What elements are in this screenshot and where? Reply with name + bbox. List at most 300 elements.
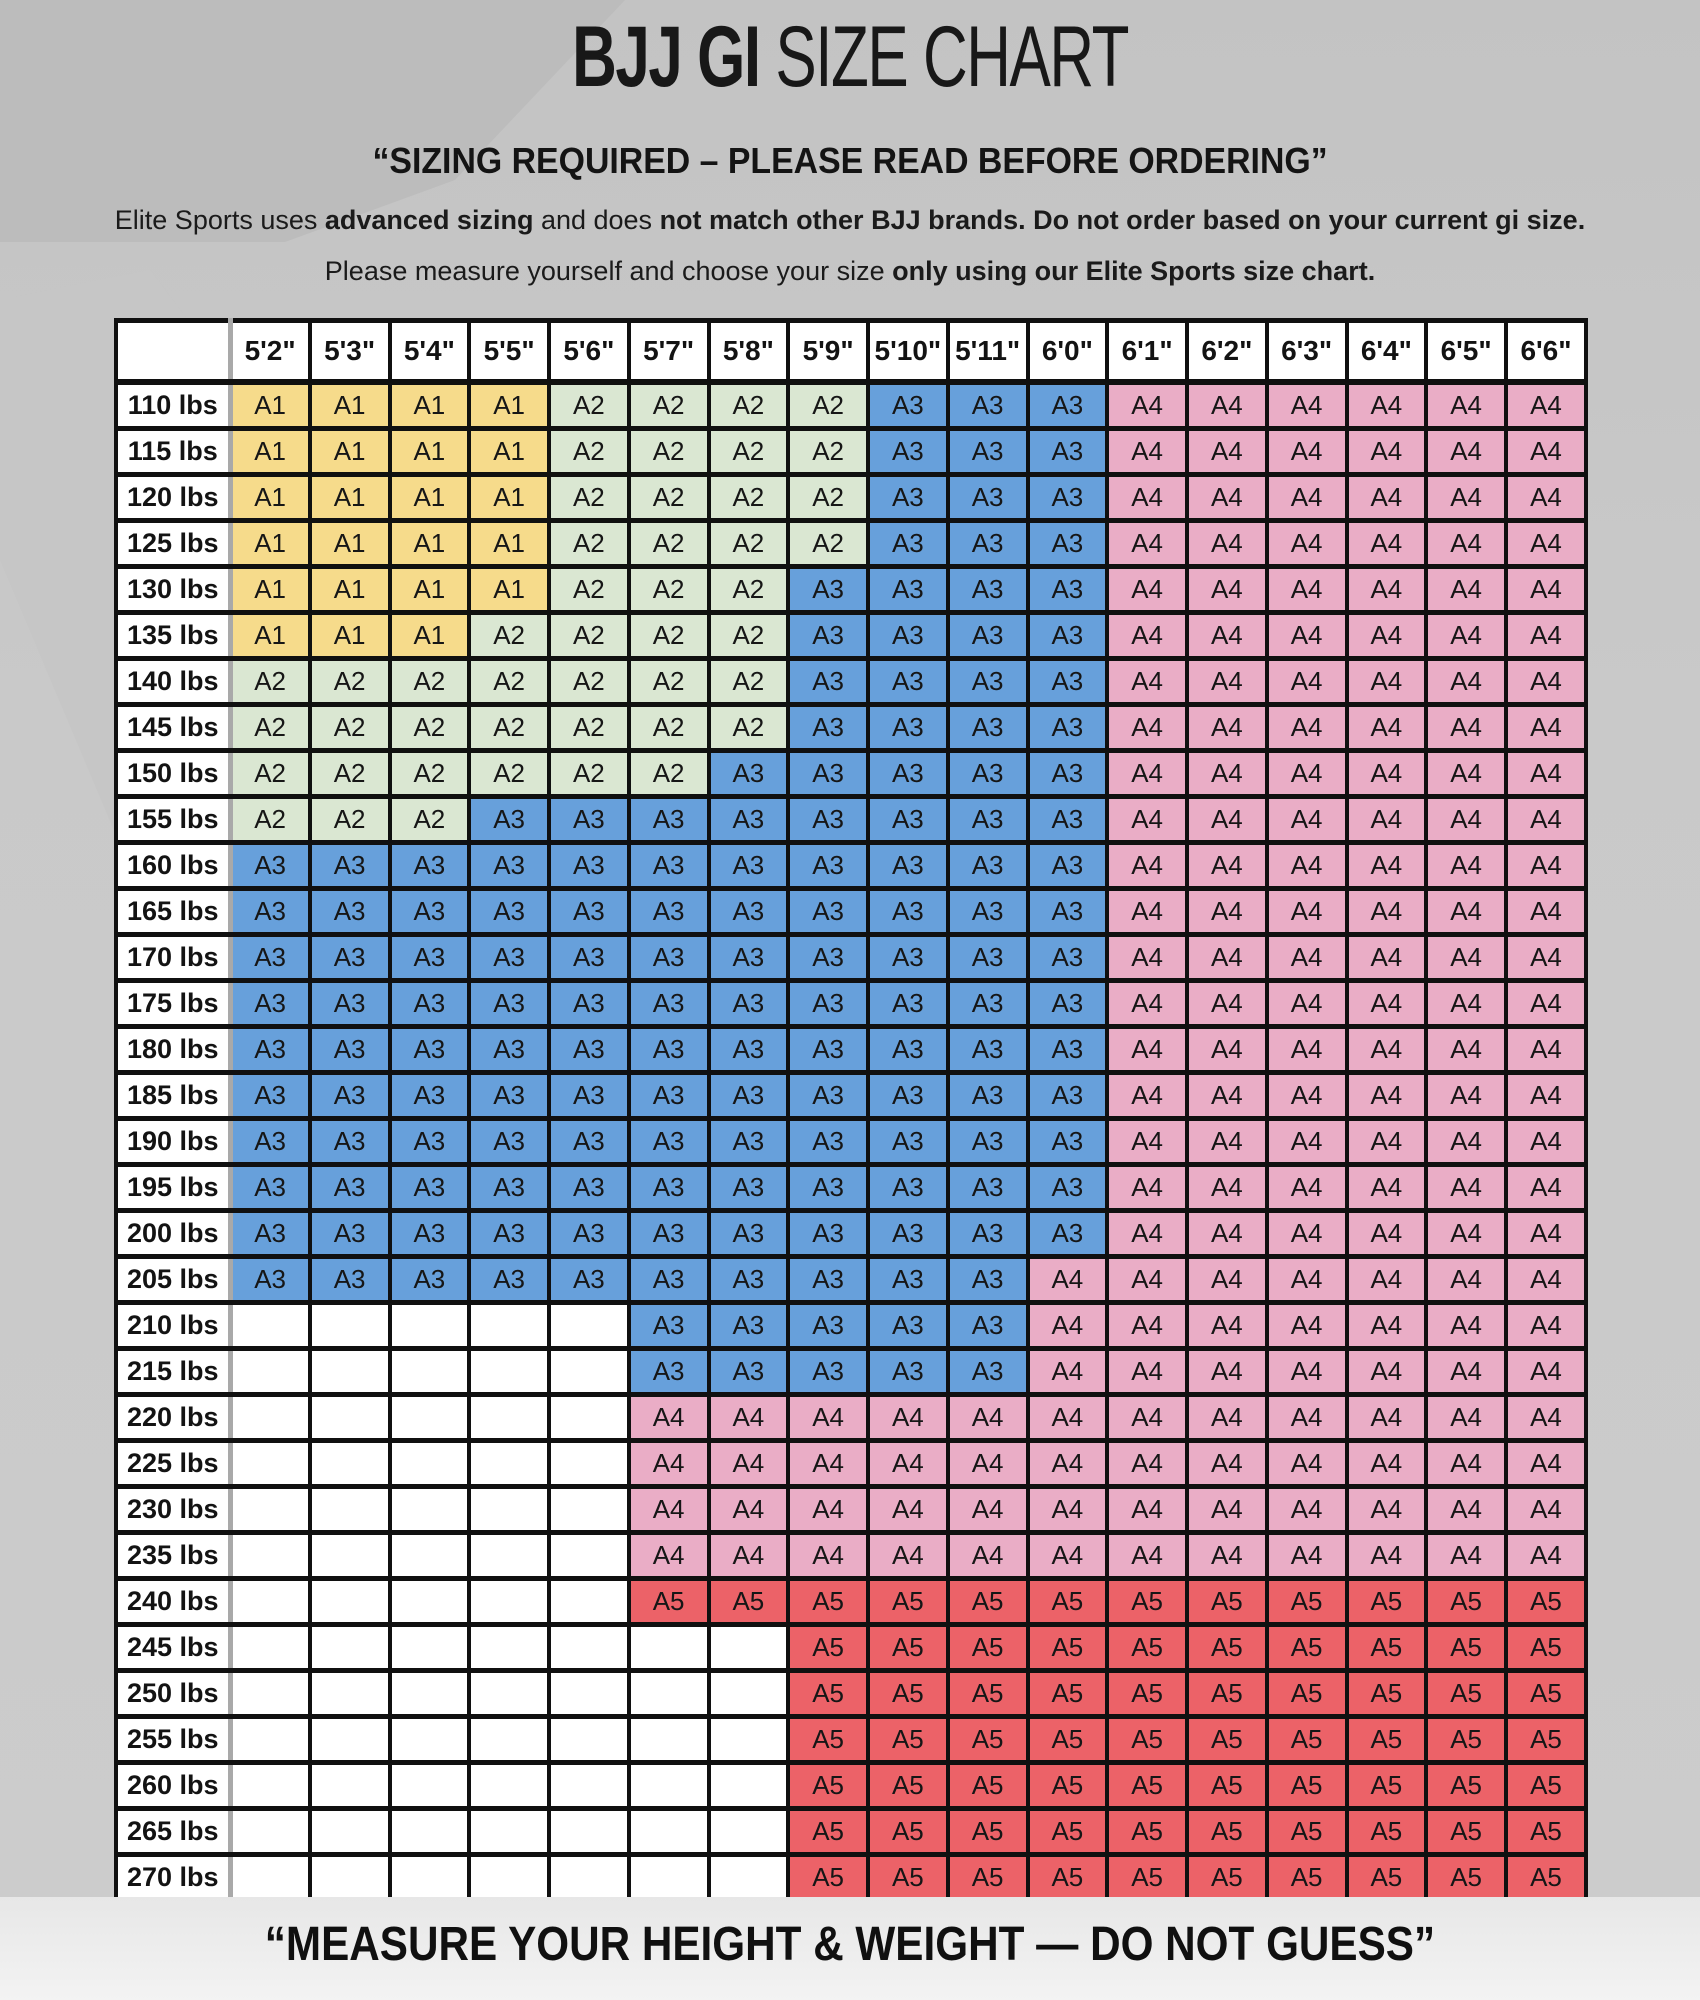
- weight-row: [116, 1763, 1586, 1809]
- weight-row: [116, 567, 1586, 613]
- size-cell: A4: [788, 1533, 868, 1579]
- size-cell: A3: [1028, 475, 1108, 521]
- size-cell: A2: [549, 659, 629, 705]
- size-cell: A4: [948, 1487, 1028, 1533]
- size-cell: A3: [788, 1257, 868, 1303]
- size-cell: A2: [230, 705, 310, 751]
- size-cell: A3: [390, 1073, 470, 1119]
- size-cell: A1: [230, 521, 310, 567]
- size-cell: A3: [629, 1027, 709, 1073]
- size-cell: A2: [469, 613, 549, 659]
- size-cell-empty: [310, 1671, 390, 1717]
- size-cell: A3: [629, 889, 709, 935]
- size-cell: A4: [1347, 475, 1427, 521]
- weight-row: [116, 935, 1586, 981]
- size-cell: A3: [788, 1349, 868, 1395]
- size-cell: A4: [1107, 889, 1187, 935]
- size-cell: A4: [1267, 1533, 1347, 1579]
- size-cell: A2: [629, 475, 709, 521]
- weight-row: [116, 843, 1586, 889]
- size-cell: A5: [1347, 1625, 1427, 1671]
- size-cell: A4: [1506, 429, 1586, 475]
- size-cell: A4: [1506, 382, 1586, 429]
- weight-row-label: 260 lbs: [116, 1763, 230, 1809]
- size-cell: A2: [709, 659, 789, 705]
- size-cell: A4: [1347, 1119, 1427, 1165]
- size-cell: A4: [1028, 1487, 1108, 1533]
- size-cell: A4: [1267, 659, 1347, 705]
- size-cell-empty: [230, 1303, 310, 1349]
- weight-row: [116, 613, 1586, 659]
- size-cell: A2: [469, 751, 549, 797]
- size-cell-empty: [390, 1855, 470, 1901]
- size-cell: A4: [1187, 613, 1267, 659]
- size-cell: A2: [709, 429, 789, 475]
- size-cell: A5: [1028, 1809, 1108, 1855]
- size-cell: A4: [1267, 1487, 1347, 1533]
- size-cell-empty: [310, 1625, 390, 1671]
- size-cell: A4: [1187, 1165, 1267, 1211]
- weight-row-label: 155 lbs: [116, 797, 230, 843]
- size-cell: A3: [868, 659, 948, 705]
- text-segment: only using our Elite Sports size chart.: [892, 256, 1376, 286]
- weight-row-label: 170 lbs: [116, 935, 230, 981]
- size-cell: A3: [1028, 567, 1108, 613]
- size-cell: A4: [1426, 797, 1506, 843]
- size-cell: A5: [948, 1763, 1028, 1809]
- size-cell: A3: [390, 1165, 470, 1211]
- size-cell: A1: [390, 475, 470, 521]
- size-cell-empty: [549, 1579, 629, 1625]
- size-cell: A5: [1426, 1579, 1506, 1625]
- size-cell: A5: [1107, 1717, 1187, 1763]
- size-cell: A5: [1426, 1855, 1506, 1901]
- size-cell-empty: [310, 1441, 390, 1487]
- weight-row: [116, 889, 1586, 935]
- size-cell: A1: [310, 521, 390, 567]
- size-cell: A4: [1347, 429, 1427, 475]
- size-cell: A4: [1107, 1303, 1187, 1349]
- weight-row-label: 165 lbs: [116, 889, 230, 935]
- size-cell: A5: [1267, 1763, 1347, 1809]
- size-cell: A4: [1187, 751, 1267, 797]
- size-cell: A3: [948, 567, 1028, 613]
- size-cell: A2: [390, 751, 470, 797]
- size-cell: A4: [1506, 1165, 1586, 1211]
- weight-row-label: 195 lbs: [116, 1165, 230, 1211]
- size-cell: A3: [868, 1211, 948, 1257]
- size-cell: A3: [868, 567, 948, 613]
- weight-row-label: 125 lbs: [116, 521, 230, 567]
- weight-row: [116, 1257, 1586, 1303]
- size-cell-empty: [549, 1533, 629, 1579]
- size-cell: A4: [1187, 797, 1267, 843]
- size-cell: A3: [868, 1119, 948, 1165]
- size-cell: A4: [1506, 1027, 1586, 1073]
- size-cell: A4: [1267, 382, 1347, 429]
- weight-row-label: 115 lbs: [116, 429, 230, 475]
- size-cell-empty: [390, 1395, 470, 1441]
- size-cell: A3: [230, 1119, 310, 1165]
- size-cell: A3: [709, 751, 789, 797]
- size-cell: A3: [1028, 1211, 1108, 1257]
- weight-row: [116, 475, 1586, 521]
- size-cell: A4: [1267, 1257, 1347, 1303]
- size-cell: A2: [709, 613, 789, 659]
- size-cell: A5: [788, 1809, 868, 1855]
- size-cell: A3: [629, 935, 709, 981]
- size-cell-empty: [310, 1303, 390, 1349]
- size-cell: A2: [629, 659, 709, 705]
- size-cell: A3: [948, 751, 1028, 797]
- size-cell: A4: [1107, 382, 1187, 429]
- size-cell: A4: [1347, 382, 1427, 429]
- size-cell-empty: [469, 1809, 549, 1855]
- size-cell: A2: [390, 797, 470, 843]
- size-cell: A5: [1187, 1671, 1267, 1717]
- size-cell: A5: [948, 1809, 1028, 1855]
- size-cell-empty: [709, 1717, 789, 1763]
- size-cell: A2: [310, 751, 390, 797]
- size-cell: A5: [1028, 1763, 1108, 1809]
- size-cell-empty: [390, 1533, 470, 1579]
- size-cell: A4: [868, 1395, 948, 1441]
- footer-band: [0, 1897, 1700, 2000]
- size-cell: A3: [709, 843, 789, 889]
- size-cell: A1: [310, 567, 390, 613]
- weight-row-label: 110 lbs: [116, 382, 230, 429]
- size-cell: A2: [788, 521, 868, 567]
- weight-row: [116, 1441, 1586, 1487]
- size-cell: A3: [948, 705, 1028, 751]
- size-cell: A4: [1187, 521, 1267, 567]
- size-cell: A4: [629, 1533, 709, 1579]
- size-cell-empty: [390, 1487, 470, 1533]
- size-cell: A4: [868, 1441, 948, 1487]
- size-cell: A5: [1347, 1671, 1427, 1717]
- size-cell-empty: [310, 1533, 390, 1579]
- size-cell: A5: [1267, 1855, 1347, 1901]
- text-segment: Please measure yourself and choose your size: [324, 256, 893, 286]
- size-cell: A4: [1506, 1257, 1586, 1303]
- weight-row-label: 120 lbs: [116, 475, 230, 521]
- weight-row: [116, 521, 1586, 567]
- size-cell: A2: [788, 382, 868, 429]
- size-cell: A2: [709, 705, 789, 751]
- size-cell-empty: [629, 1855, 709, 1901]
- size-cell: A3: [310, 1165, 390, 1211]
- size-cell: A3: [709, 1211, 789, 1257]
- size-cell: A4: [1267, 1349, 1347, 1395]
- height-column-header: 6'6": [1506, 321, 1586, 383]
- size-cell: A4: [1267, 981, 1347, 1027]
- weight-row-label: 240 lbs: [116, 1579, 230, 1625]
- size-cell-empty: [390, 1671, 470, 1717]
- size-cell: A3: [868, 613, 948, 659]
- size-cell: A4: [1107, 935, 1187, 981]
- size-cell: A3: [629, 1257, 709, 1303]
- size-cell: A4: [1267, 889, 1347, 935]
- sizing-required-heading: [0, 140, 1700, 182]
- size-cell: A4: [1426, 889, 1506, 935]
- height-column-header: 5'2": [230, 321, 310, 383]
- size-cell: A3: [788, 889, 868, 935]
- size-cell: A2: [230, 797, 310, 843]
- size-cell: A3: [868, 1257, 948, 1303]
- size-cell: A3: [948, 475, 1028, 521]
- size-cell: A4: [1506, 659, 1586, 705]
- size-cell: A4: [1506, 567, 1586, 613]
- weight-row: [116, 1671, 1586, 1717]
- size-cell: A4: [868, 1487, 948, 1533]
- size-cell: A4: [1187, 1487, 1267, 1533]
- size-cell: A1: [390, 382, 470, 429]
- size-cell: A3: [868, 889, 948, 935]
- size-cell: A2: [549, 567, 629, 613]
- size-cell-empty: [310, 1763, 390, 1809]
- size-cell-empty: [390, 1717, 470, 1763]
- size-cell: A4: [1107, 1211, 1187, 1257]
- size-cell: A4: [1187, 1533, 1267, 1579]
- size-cell: A4: [1107, 613, 1187, 659]
- size-cell: A4: [1426, 1487, 1506, 1533]
- weight-row: [116, 1349, 1586, 1395]
- size-cell: A4: [948, 1395, 1028, 1441]
- size-cell: A2: [629, 613, 709, 659]
- size-cell: A3: [788, 1119, 868, 1165]
- size-cell: A3: [709, 889, 789, 935]
- size-cell: A4: [1426, 659, 1506, 705]
- height-column-header: 5'10": [868, 321, 948, 383]
- size-cell: A3: [948, 1303, 1028, 1349]
- size-cell: A4: [1028, 1441, 1108, 1487]
- size-cell: A5: [1347, 1809, 1427, 1855]
- size-cell: A4: [1107, 1533, 1187, 1579]
- size-cell: A2: [709, 567, 789, 613]
- size-cell: A3: [230, 1073, 310, 1119]
- size-cell: A4: [1347, 1303, 1427, 1349]
- size-cell: A2: [629, 705, 709, 751]
- size-cell: A3: [469, 1073, 549, 1119]
- weight-row-label: 130 lbs: [116, 567, 230, 613]
- size-cell: A2: [629, 382, 709, 429]
- size-cell: A4: [1506, 1303, 1586, 1349]
- size-cell: A3: [868, 981, 948, 1027]
- size-cell: A4: [1506, 889, 1586, 935]
- size-cell: A3: [469, 1119, 549, 1165]
- size-cell: A3: [788, 751, 868, 797]
- size-cell: A4: [1267, 1211, 1347, 1257]
- size-cell-empty: [230, 1441, 310, 1487]
- size-cell: A3: [788, 1303, 868, 1349]
- size-cell: A3: [868, 797, 948, 843]
- weight-row-label: 225 lbs: [116, 1441, 230, 1487]
- size-cell: A5: [1187, 1625, 1267, 1671]
- size-cell: A2: [469, 705, 549, 751]
- size-cell: A5: [1187, 1855, 1267, 1901]
- size-cell: A5: [1187, 1763, 1267, 1809]
- size-cell-empty: [230, 1579, 310, 1625]
- size-cell: A3: [469, 1165, 549, 1211]
- size-cell: A3: [788, 1073, 868, 1119]
- size-cell-empty: [469, 1487, 549, 1533]
- size-cell-empty: [469, 1579, 549, 1625]
- size-cell: A4: [788, 1441, 868, 1487]
- size-cell: A3: [1028, 751, 1108, 797]
- size-cell: A4: [1426, 981, 1506, 1027]
- size-cell: A3: [709, 1027, 789, 1073]
- size-cell: A4: [1506, 751, 1586, 797]
- size-cell: A5: [709, 1579, 789, 1625]
- size-cell: A3: [390, 935, 470, 981]
- size-cell: A4: [1426, 1533, 1506, 1579]
- size-cell: A4: [629, 1395, 709, 1441]
- size-cell: A4: [1267, 797, 1347, 843]
- size-cell: A3: [788, 843, 868, 889]
- size-cell: A4: [1187, 889, 1267, 935]
- size-cell: A4: [1187, 1119, 1267, 1165]
- size-cell: A5: [1506, 1579, 1586, 1625]
- size-cell: A4: [1347, 1487, 1427, 1533]
- size-cell: A4: [1347, 1395, 1427, 1441]
- size-cell: A1: [230, 475, 310, 521]
- height-column-header: 5'4": [390, 321, 470, 383]
- size-cell: A5: [1347, 1717, 1427, 1763]
- size-cell: A4: [1426, 613, 1506, 659]
- weight-row-label: 245 lbs: [116, 1625, 230, 1671]
- size-cell-empty: [549, 1487, 629, 1533]
- size-cell: A2: [709, 521, 789, 567]
- weight-row-label: 220 lbs: [116, 1395, 230, 1441]
- size-cell: A4: [709, 1441, 789, 1487]
- size-cell-empty: [709, 1763, 789, 1809]
- size-cell: A3: [390, 1211, 470, 1257]
- size-cell: A4: [1187, 1211, 1267, 1257]
- size-cell: A5: [1506, 1671, 1586, 1717]
- size-cell: A3: [788, 981, 868, 1027]
- size-cell: A5: [868, 1855, 948, 1901]
- size-cell: A3: [1028, 705, 1108, 751]
- size-cell: A2: [230, 751, 310, 797]
- height-column-header: 6'2": [1187, 321, 1267, 383]
- size-cell: A3: [788, 659, 868, 705]
- size-cell-empty: [230, 1717, 310, 1763]
- size-cell: A4: [1426, 1165, 1506, 1211]
- size-cell: A5: [1028, 1671, 1108, 1717]
- size-cell-empty: [549, 1303, 629, 1349]
- size-cell: A2: [709, 382, 789, 429]
- size-cell: A3: [549, 935, 629, 981]
- size-cell: A5: [1347, 1855, 1427, 1901]
- size-cell: A1: [310, 613, 390, 659]
- size-cell-empty: [709, 1671, 789, 1717]
- size-cell: A3: [629, 1165, 709, 1211]
- size-cell: A4: [1267, 1441, 1347, 1487]
- size-cell: A3: [230, 935, 310, 981]
- text-segment: not match other BJJ brands. Do not order based on your current gi size.: [659, 205, 1586, 235]
- size-cell: A1: [390, 613, 470, 659]
- size-cell: A3: [629, 797, 709, 843]
- weight-row-label: 250 lbs: [116, 1671, 230, 1717]
- footer-quote: “MEASURE YOUR HEIGHT & WEIGHT — DO NOT GUESS”: [264, 1918, 1436, 1971]
- size-cell: A5: [788, 1671, 868, 1717]
- weight-row: [116, 1533, 1586, 1579]
- size-cell: A3: [948, 521, 1028, 567]
- size-cell: A3: [709, 797, 789, 843]
- size-cell: A3: [469, 1257, 549, 1303]
- size-cell: A2: [310, 797, 390, 843]
- size-cell-empty: [469, 1625, 549, 1671]
- size-cell: A4: [1267, 1073, 1347, 1119]
- size-cell: A4: [1187, 843, 1267, 889]
- size-cell-empty: [469, 1763, 549, 1809]
- size-cell: A2: [549, 751, 629, 797]
- height-column-header: 5'9": [788, 321, 868, 383]
- size-cell: A5: [868, 1671, 948, 1717]
- weight-row-label: 215 lbs: [116, 1349, 230, 1395]
- size-cell: A4: [1187, 1303, 1267, 1349]
- size-cell: A4: [1107, 751, 1187, 797]
- size-cell-empty: [629, 1763, 709, 1809]
- size-cell: A3: [469, 1211, 549, 1257]
- page-title: [0, 9, 1700, 105]
- weight-row: [116, 751, 1586, 797]
- size-cell: A5: [1426, 1625, 1506, 1671]
- size-cell: A3: [310, 981, 390, 1027]
- height-column-header: 6'1": [1107, 321, 1187, 383]
- weight-row-label: 265 lbs: [116, 1809, 230, 1855]
- size-cell: A4: [1506, 935, 1586, 981]
- size-cell: A1: [230, 613, 310, 659]
- size-cell-empty: [310, 1349, 390, 1395]
- weight-row: [116, 1625, 1586, 1671]
- size-cell: A2: [629, 751, 709, 797]
- size-cell: A5: [1187, 1809, 1267, 1855]
- size-cell: A4: [1028, 1533, 1108, 1579]
- size-cell: A4: [1187, 1027, 1267, 1073]
- size-cell: A4: [1426, 382, 1506, 429]
- size-cell: A5: [629, 1579, 709, 1625]
- size-cell: A3: [230, 1211, 310, 1257]
- size-cell: A4: [1347, 1349, 1427, 1395]
- size-cell-empty: [310, 1579, 390, 1625]
- height-column-header: 6'3": [1267, 321, 1347, 383]
- size-cell: A3: [868, 1027, 948, 1073]
- size-cell: A3: [788, 1211, 868, 1257]
- size-cell-empty: [390, 1625, 470, 1671]
- size-cell: A2: [549, 475, 629, 521]
- size-cell: A4: [1347, 935, 1427, 981]
- size-cell: A5: [868, 1625, 948, 1671]
- size-cell: A5: [1187, 1579, 1267, 1625]
- size-cell: A3: [709, 1165, 789, 1211]
- size-cell: A4: [1028, 1257, 1108, 1303]
- size-cell-empty: [549, 1671, 629, 1717]
- size-cell: A5: [788, 1579, 868, 1625]
- weight-row-label: 160 lbs: [116, 843, 230, 889]
- size-cell: A3: [629, 1303, 709, 1349]
- size-cell: A5: [1506, 1717, 1586, 1763]
- size-cell: A5: [1267, 1671, 1347, 1717]
- size-cell: A4: [1107, 1257, 1187, 1303]
- size-cell-empty: [469, 1533, 549, 1579]
- weight-row: [116, 1855, 1586, 1901]
- size-cell: A4: [1187, 705, 1267, 751]
- size-cell: A4: [1506, 1395, 1586, 1441]
- size-cell: A2: [310, 705, 390, 751]
- height-column-header: 5'3": [310, 321, 390, 383]
- weight-row: [116, 1395, 1586, 1441]
